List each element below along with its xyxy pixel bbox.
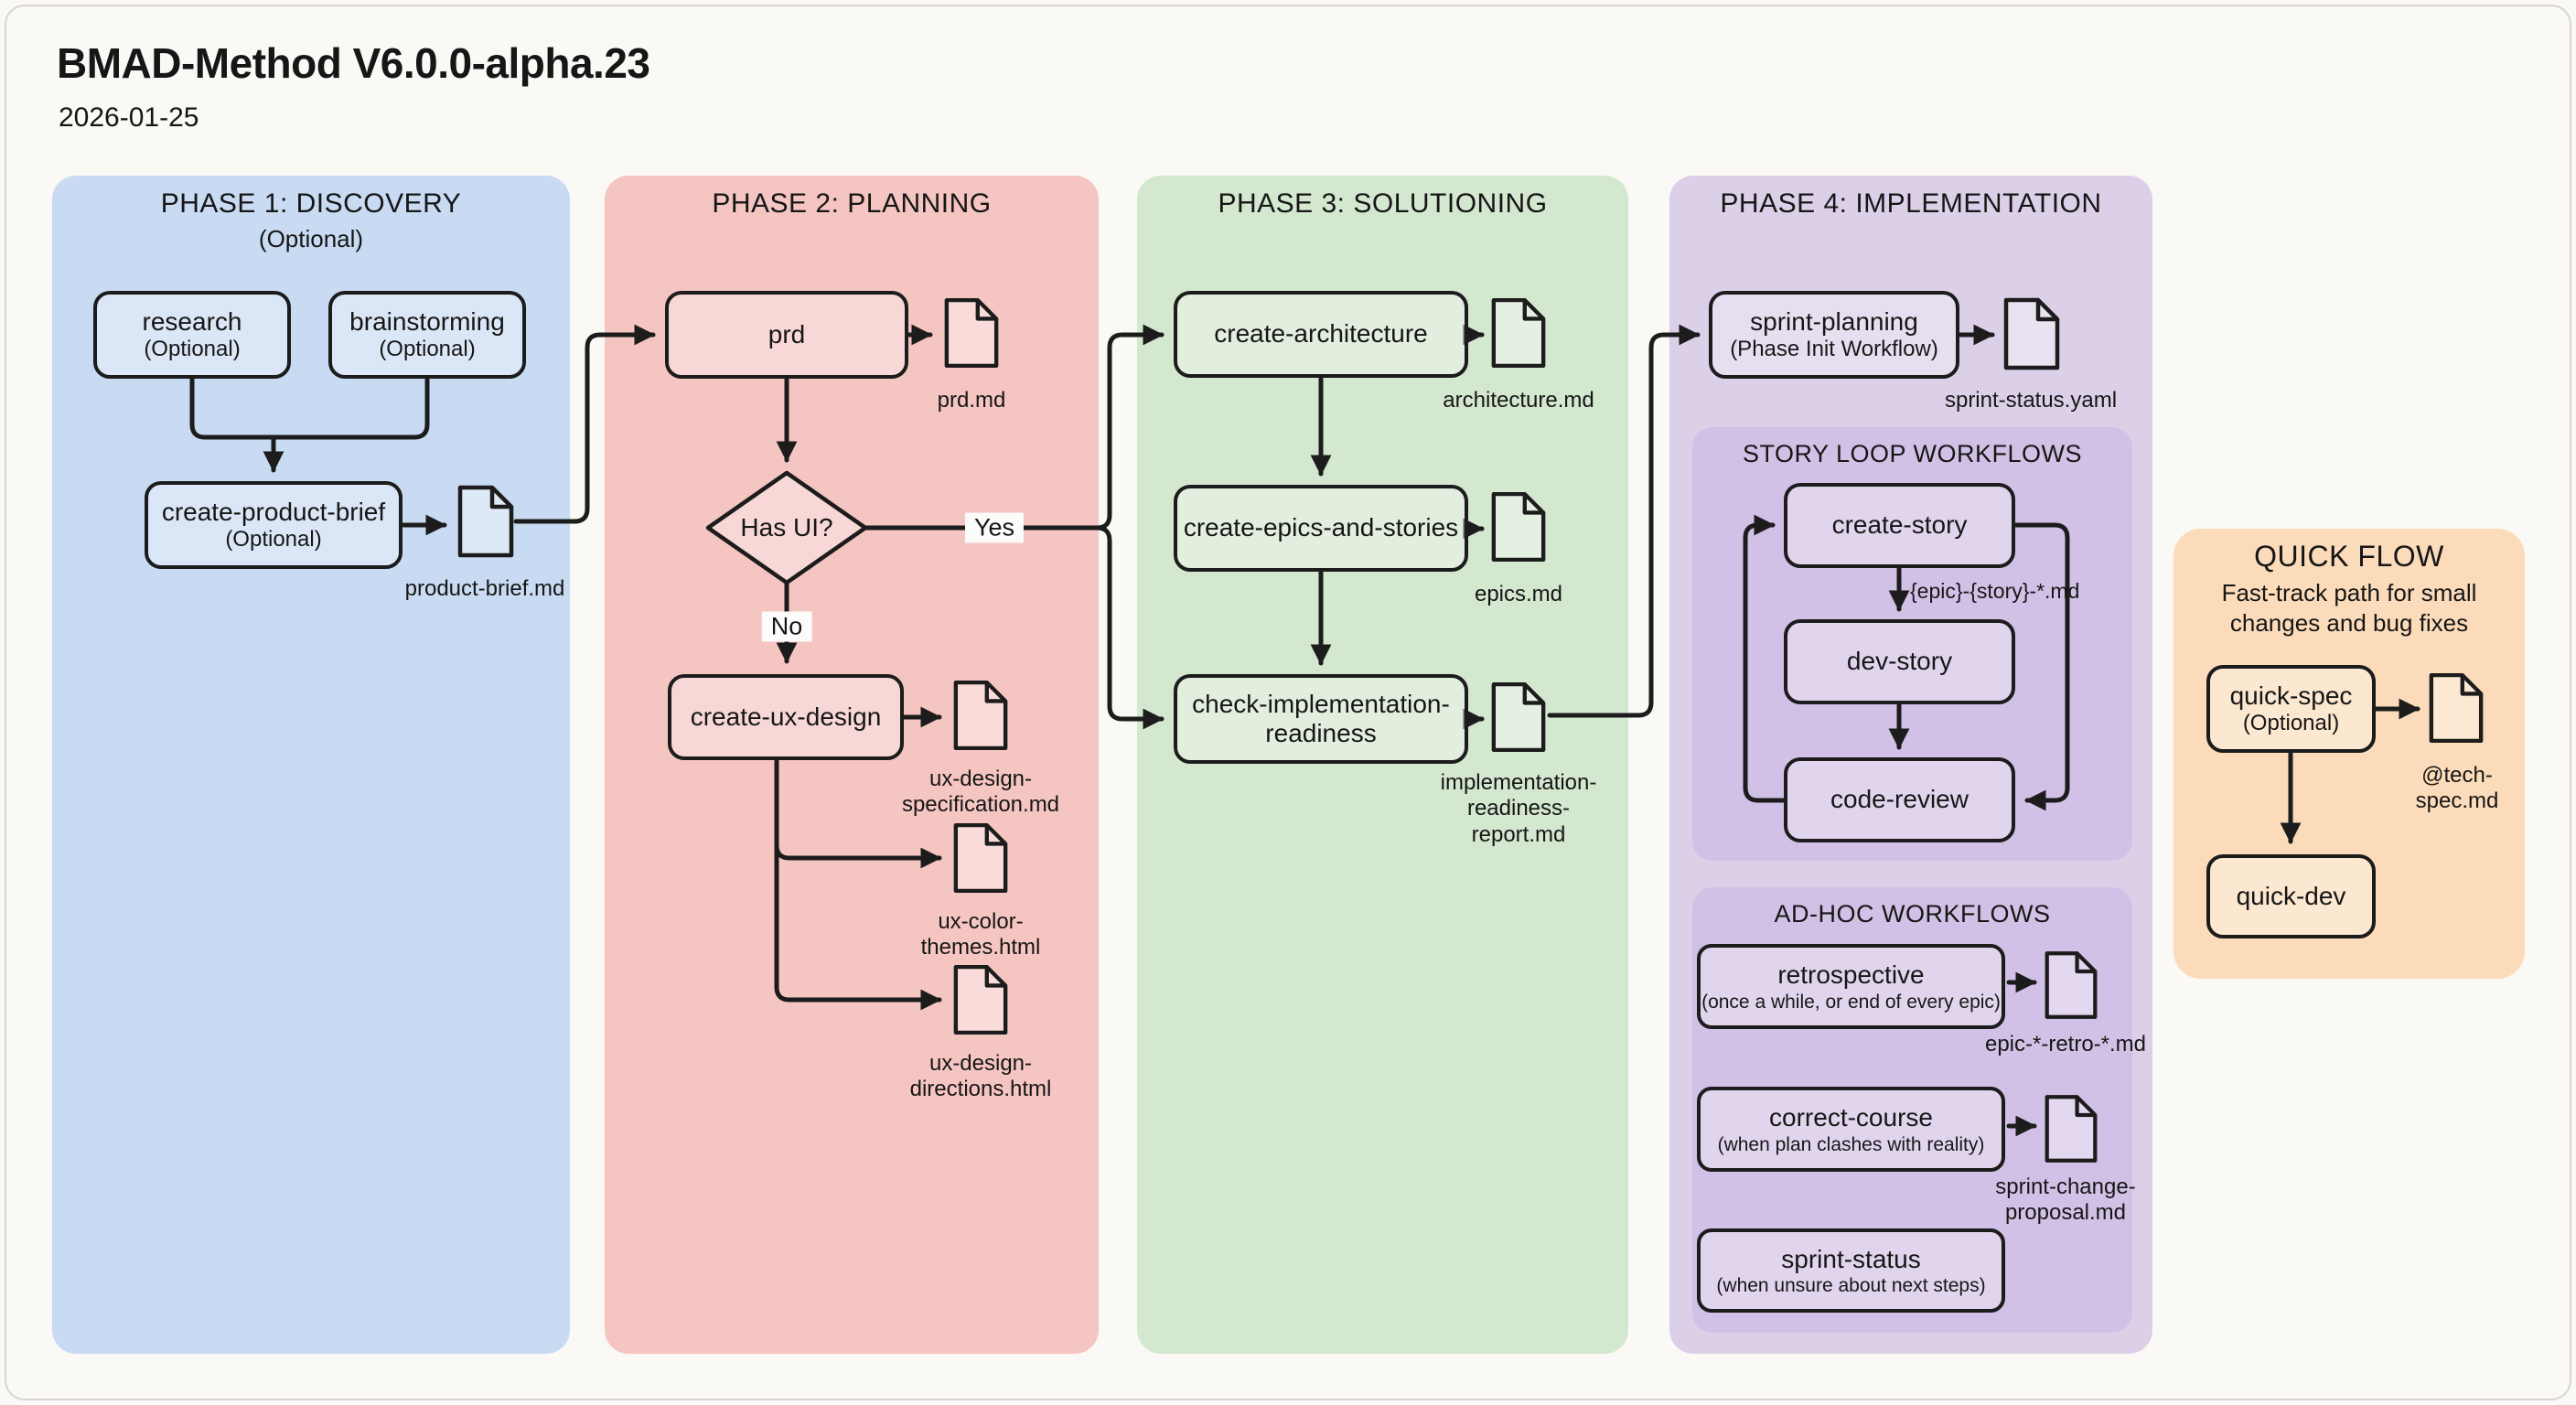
node-correct-course-label: correct-course	[1769, 1103, 1933, 1132]
node-dev-story-label: dev-story	[1846, 647, 1953, 676]
node-sprint-status-sublabel: (when unsure about next steps)	[1716, 1275, 1986, 1297]
edge-label-no: No	[762, 612, 812, 642]
node-create-story-label: create-story	[1831, 510, 1968, 540]
epics-doc-icon	[1494, 494, 1543, 560]
ux-color-themes-doc-icon	[956, 825, 1005, 891]
node-brainstorming	[328, 291, 526, 379]
node-brainstorming-label: brainstorming	[349, 307, 505, 337]
sprint-change-proposal-doc-icon	[2047, 1097, 2096, 1161]
edge-label-story-file: {epic}-{story}-*.md	[1910, 579, 2080, 603]
node-quick-spec-label: quick-spec	[2229, 681, 2353, 711]
ux-design-directions-doc-icon	[956, 967, 1005, 1033]
node-quick-dev-label: quick-dev	[2236, 881, 2346, 910]
node-code-review	[1784, 757, 2015, 842]
doc-label-epics: epics.md	[1474, 582, 1563, 606]
node-create-product-brief-sublabel: (Optional)	[225, 527, 322, 552]
node-sprint-planning	[1709, 291, 1959, 379]
node-quick-dev	[2206, 854, 2376, 938]
adhoc-title: AD-HOC WORKFLOWS	[1774, 900, 2051, 928]
node-create-architecture-label: create-architecture	[1214, 319, 1428, 349]
node-retrospective-sublabel: (once a while, or end of every epic)	[1701, 991, 2001, 1013]
implementation-readiness-report-doc-icon	[1494, 684, 1543, 750]
node-brainstorming-sublabel: (Optional)	[379, 337, 476, 362]
node-create-epics-and-stories	[1174, 485, 1468, 572]
doc-label-product-brief: product-brief.md	[404, 576, 565, 601]
node-retrospective-label: retrospective	[1777, 960, 1925, 990]
node-sprint-planning-label: sprint-planning	[1750, 307, 1918, 337]
node-create-ux-design-label: create-ux-design	[690, 702, 882, 731]
product-brief-doc-icon	[460, 488, 511, 555]
page-title: BMAD-Method V6.0.0-alpha.23	[57, 39, 650, 87]
node-research-sublabel: (Optional)	[144, 337, 241, 362]
node-create-architecture	[1174, 291, 1468, 378]
phase1-title: PHASE 1: DISCOVERY	[160, 188, 462, 219]
epic-retro-doc-icon	[2047, 953, 2096, 1017]
ux-design-specification-doc-icon	[956, 682, 1005, 748]
node-has-ui-label: Has UI?	[740, 513, 833, 542]
phase4-title: PHASE 4: IMPLEMENTATION	[1720, 188, 2102, 219]
sprint-status-yaml-doc-icon	[2006, 300, 2057, 368]
tech-spec-doc-icon	[2431, 675, 2481, 741]
node-create-story	[1784, 483, 2015, 568]
edge-create-story-to-code-review-loop	[2015, 525, 2067, 800]
node-prd	[665, 291, 908, 379]
node-create-ux-design	[668, 674, 904, 760]
node-check-implementation-readiness-label: check-implementation-readiness	[1192, 689, 1450, 747]
edge-research-to-merge	[192, 380, 274, 437]
doc-label-implementation-readiness-report: implementation-readiness-report.md	[1440, 770, 1597, 847]
node-sprint-status	[1697, 1228, 2005, 1313]
doc-label-ux-design-specification: ux-design-specification.md	[901, 767, 1060, 818]
node-prd-label: prd	[767, 319, 806, 349]
edge-has-ui-yes-to-check-implementation-readiness	[1097, 528, 1162, 719]
doc-label-sprint-change-proposal: sprint-change-proposal.md	[1995, 1174, 2136, 1226]
node-code-review-label: code-review	[1830, 785, 1969, 814]
doc-label-epic-retro: epic-*-retro-*.md	[1984, 1032, 2147, 1056]
doc-label-ux-design-directions: ux-design-directions.html	[909, 1051, 1052, 1102]
node-create-product-brief-label: create-product-brief	[161, 498, 386, 527]
node-retrospective	[1697, 944, 2005, 1029]
node-check-implementation-readiness	[1174, 674, 1468, 764]
prd-md-doc-icon	[947, 300, 996, 366]
node-create-product-brief	[145, 481, 402, 569]
edge-product-brief-doc-to-prd	[516, 335, 653, 521]
node-sprint-status-label: sprint-status	[1781, 1244, 1921, 1273]
node-research-label: research	[142, 307, 242, 337]
phase2-title: PHASE 2: PLANNING	[712, 188, 992, 219]
node-create-epics-and-stories-label: create-epics-and-stories	[1183, 513, 1459, 542]
edge-code-review-to-create-story-loop	[1745, 525, 1784, 800]
node-correct-course-sublabel: (when plan clashes with reality)	[1717, 1133, 1985, 1155]
doc-label-tech-spec: @tech-spec.md	[2415, 763, 2499, 814]
edge-create-ux-design-to-color-themes-doc	[777, 845, 939, 858]
edge-brainstorming-to-merge	[274, 380, 427, 437]
node-sprint-planning-sublabel: (Phase Init Workflow)	[1730, 337, 1938, 362]
quick-flow-title: QUICK FLOW	[2254, 540, 2444, 573]
node-research	[93, 291, 291, 379]
doc-label-architecture: architecture.md	[1443, 388, 1594, 413]
node-quick-spec-sublabel: (Optional)	[2242, 711, 2340, 736]
page-date: 2026-01-25	[59, 102, 199, 133]
phase1-subtitle: (Optional)	[258, 225, 364, 252]
node-correct-course	[1697, 1087, 2005, 1172]
edge-label-yes: Yes	[965, 513, 1024, 543]
architecture-doc-icon	[1494, 300, 1543, 366]
phase3-title: PHASE 3: SOLUTIONING	[1218, 188, 1548, 219]
edge-has-ui-yes-to-create-architecture	[866, 335, 1162, 528]
doc-label-ux-color-themes: ux-color-themes.html	[920, 909, 1041, 960]
node-dev-story	[1784, 619, 2015, 704]
node-quick-spec	[2206, 665, 2376, 753]
doc-label-sprint-status-yaml: sprint-status.yaml	[1944, 388, 2118, 413]
quick-flow-subtitle: Fast-track path for small changes and bug fixes	[2221, 579, 2477, 637]
doc-label-prd-md: prd.md	[937, 388, 1006, 413]
story-loop-title: STORY LOOP WORKFLOWS	[1742, 440, 2083, 467]
